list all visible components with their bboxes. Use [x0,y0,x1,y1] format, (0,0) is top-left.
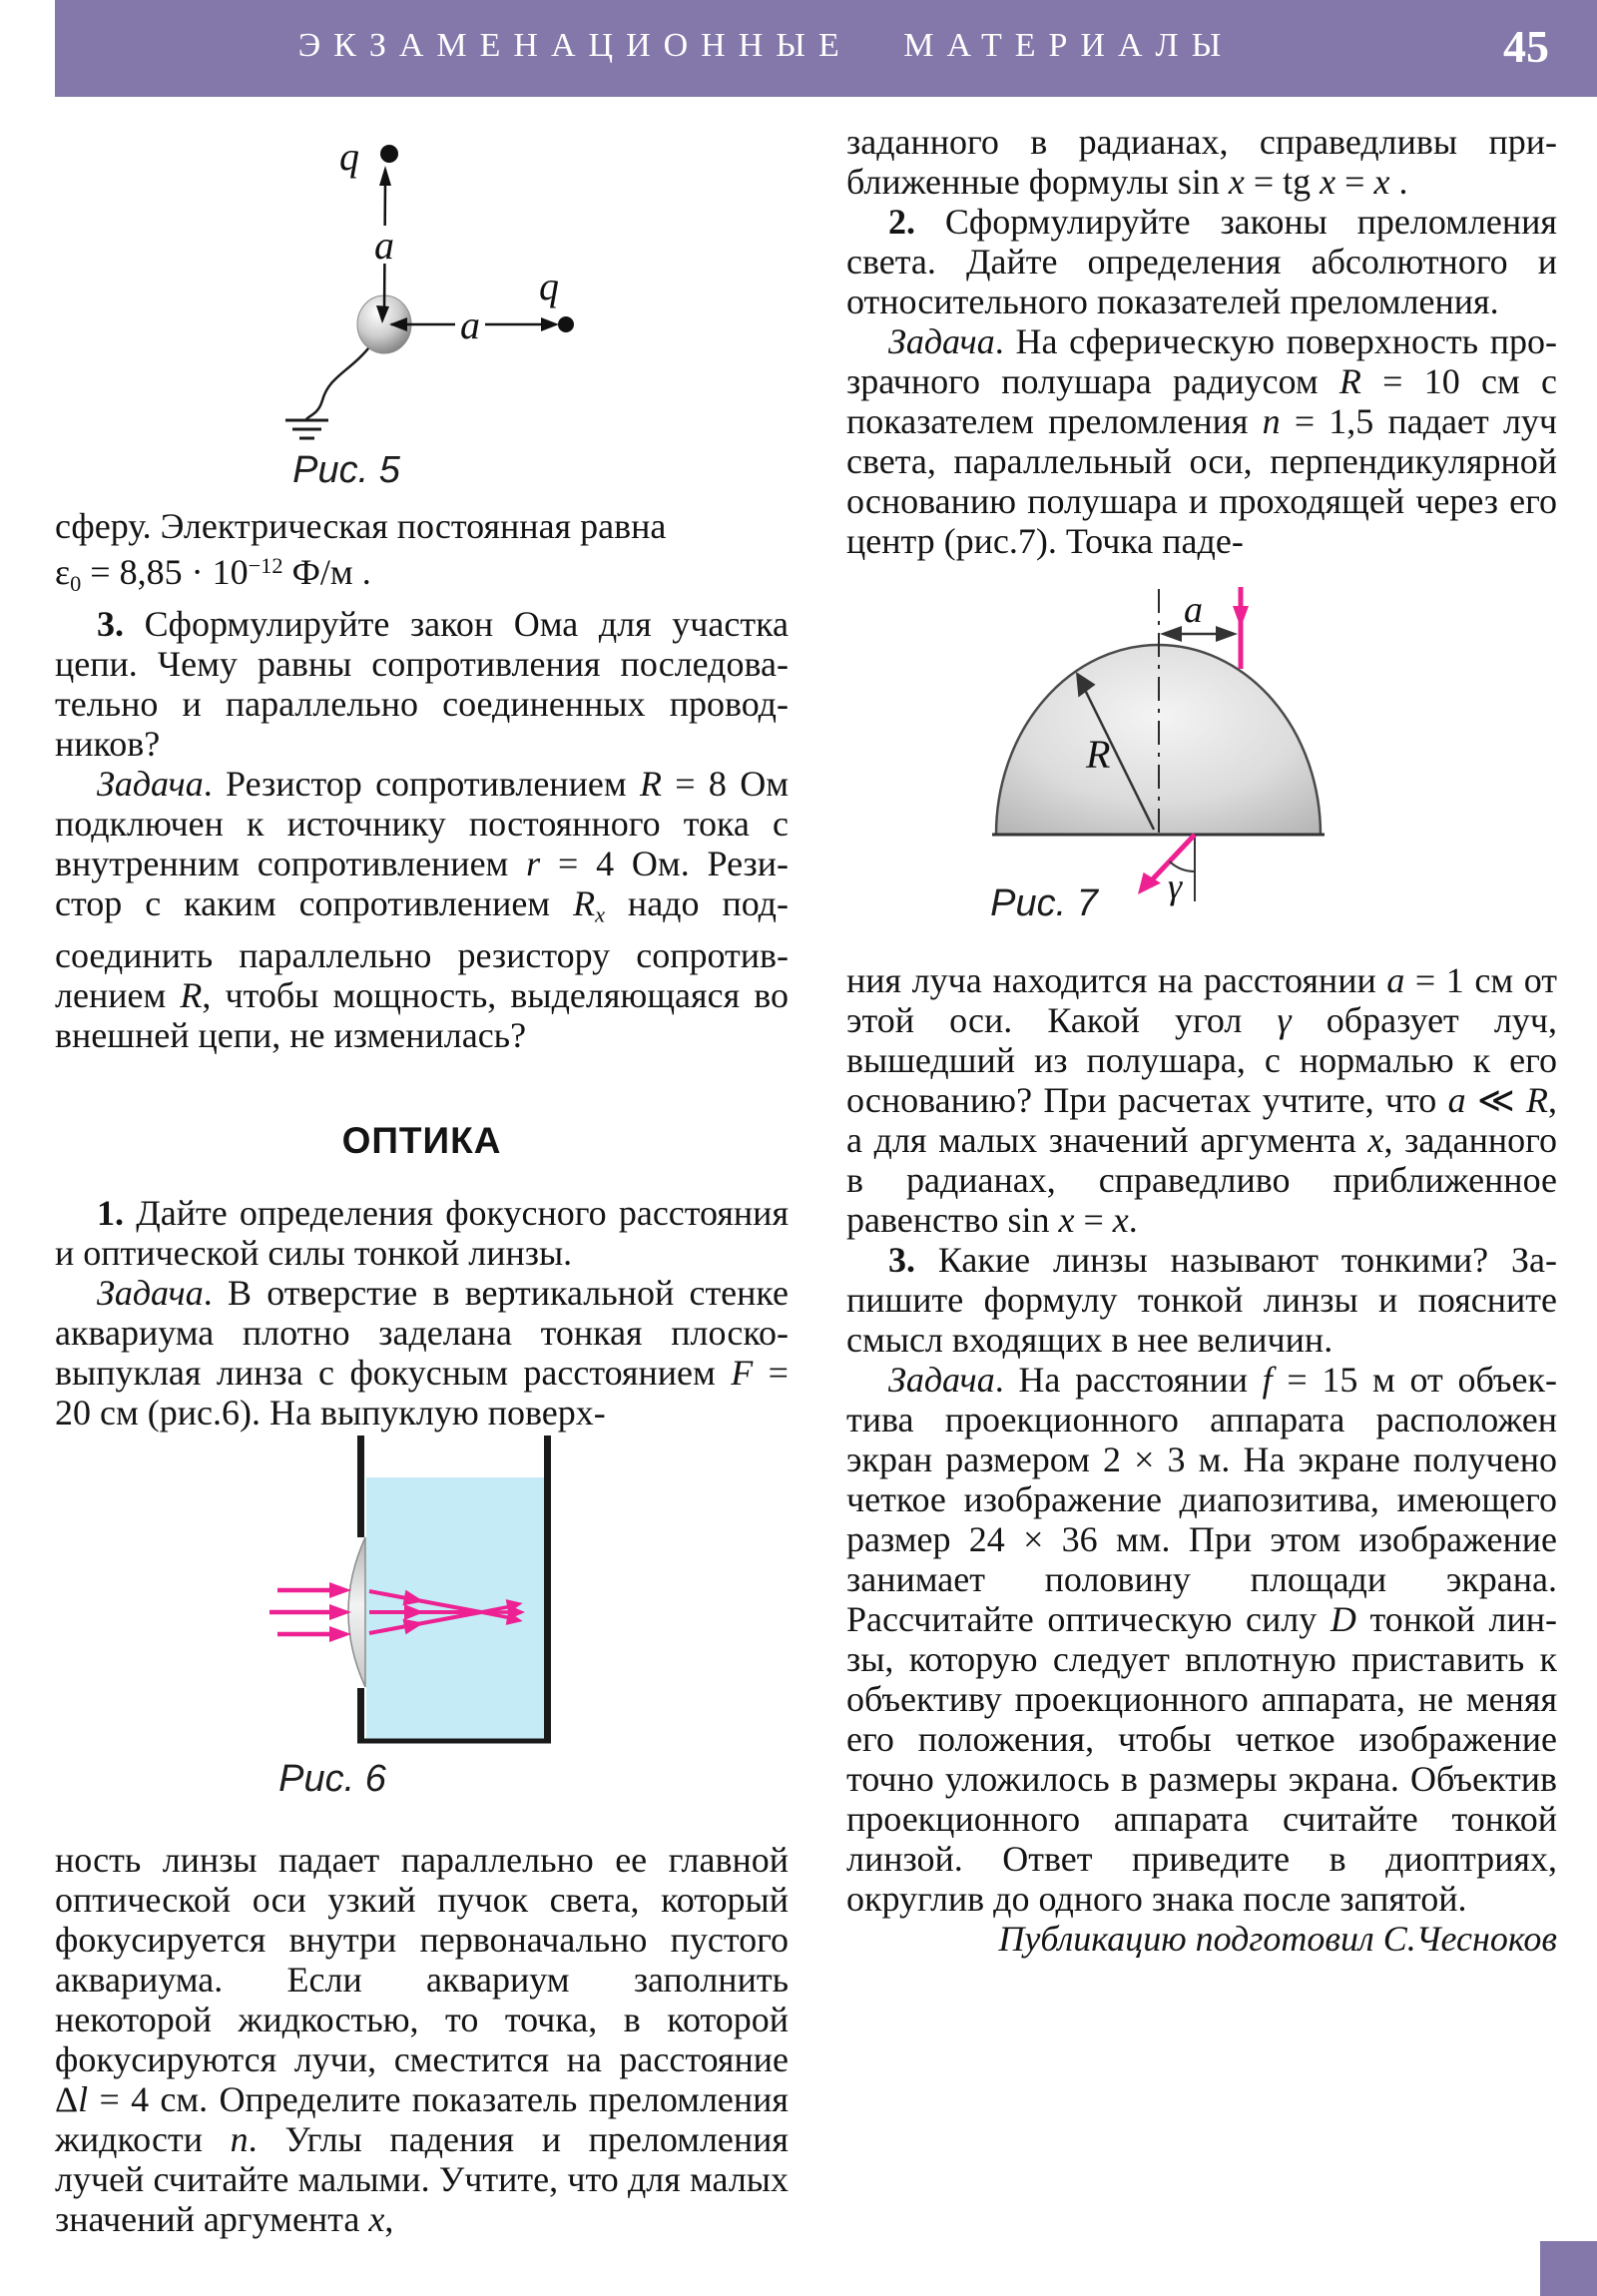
figure5-caption: Рис. 5 [292,449,400,491]
figure7-hemisphere-diagram [948,572,1367,926]
left-column-upper [55,506,789,1433]
paragraph: 3. Сформулируйте закон Ома для участка цепи. Чему равны сопротивления последовательно и параллельно соединенных проводников? [55,603,789,764]
distance-a-horizontal-label: a [460,302,480,347]
right-column-upper [846,122,1557,561]
angle-gamma-label: γ [1168,866,1183,906]
ground-wire [285,343,372,438]
distance-a-label: a [1184,589,1203,631]
left-column-lower [55,1840,789,2239]
left-paragraphs-c [55,1840,789,2239]
charge-q-right-label: q [539,264,559,308]
point-charge-top [339,134,398,179]
incident-ray [1233,587,1249,669]
paragraph: Задача. В отверстие в вертикальной стенке аквариума плотно заделана тонкая плосковыпуклая линза с фокусным расстоянием F = 20 см (рис.6). На выпуклую поверх- [55,1272,789,1433]
header-bar [55,0,1597,97]
paragraph: Задача. Резистор сопротивлением R = 8 Ом подключен к источнику постоянного тока с внутренним сопротивлением r = 4 Ом. Резистор с каким сопротивлением Rx надо подсоединить параллельно резистору сопротивлением R, чтобы мощность, выделяющаяся во внешней цепи, не изменилась? [55,763,790,1055]
distance-a-arrow [1160,589,1238,642]
paragraph: 1. Дайте определения фокусного расстояния и оптической силы тонкой линзы. [55,1192,789,1273]
distance-a-vertical-label: a [374,223,394,268]
page-number: 45 [1503,21,1549,72]
paragraph: сферу. Электрическая постоянная равна [55,506,667,546]
paragraph: $\varepsilon 0 = 8,85 \cdot 10^{-12}$ Ф/м . [55,552,371,596]
charge-q-top-label: q [339,134,359,179]
left-paragraphs-a [55,506,789,1055]
paragraph: Задача. На расстоянии f = 15 м от объектива проекционного аппарата расположен экран размером 2 × 3 м. На экране получено четкое изображение диапозитива, имеющего размер 24 × 36 мм. При этом изображение занимает половину площади экрана. Рассчитайте оптическую силу D тонкой линзы, которую следует вплотную приставить к объективу проекционного аппарата, не меняя его положения, чтобы четкое изображение точно уложилось в размеры экрана. Объектив проекционного аппарата считайте тонкой линзой. Ответ приведите в диоптриях, округлив до одного знака после запятой. [846,1360,1557,1919]
paragraph: заданного в радианах, справедливы приближенные формулы sin x = tg x = x . [846,122,1557,202]
figure6-aquarium-lens-diagram [200,1426,599,1755]
angle-gamma [1168,861,1195,906]
paragraph: Задача. На сферическую поверхность прозрачного полушара радиусом R = 10 см с показателем преломления n = 1,5 падает луч света, параллельный оси, перпендикулярной основанию полушара и проходящей через его центр (рис.7). Точка паде- [846,321,1558,561]
right-column-lower [846,960,1557,1959]
paragraph: ния луча находится на расстоянии a = 1 см от этой оси. Какой угол γ образует луч, вышедший из полушара, с нормалью к его основанию? При расчетах учтите, что a ≪ R, а для малых значений аргумента x, заданного в радианах, справедливо приближенное равенство sin x = x. [846,960,1558,1240]
horizontal-distance-arrow [389,302,559,347]
paragraph: 2. Сформулируйте законы преломления света. Дайте определения абсолютного и относительного показателей преломления. [846,202,1557,321]
right-paragraphs-b [846,960,1557,1959]
section-heading-optics: ОПТИКА [341,1119,502,1161]
paragraph: Публикацию подготовил С.Чесноков [998,1919,1557,1959]
figure6-caption: Рис. 6 [278,1758,386,1800]
right-paragraphs-a [846,122,1557,561]
header-title: ЭКЗАМЕНАЦИОННЫЕ МАТЕРИАЛЫ [297,27,1235,64]
page-corner-decoration [1540,2241,1597,2296]
radius-R-label: R [1086,732,1111,777]
paragraph: ность линзы падает параллельно ее главной оптической оси узкий пучок света, который фокусируется внутри первоначально пустого аквариума. Если аквариум заполнить некоторой жидкостью, то точка, в которой фокусируются лучи, сместится на расстояние Δl = 4 см. Определите показатель преломления жидкости n. Углы падения и преломления лучей считайте малыми. Учтите, что для малых значений аргумента x, [55,1840,789,2239]
left-paragraphs-b [55,1193,789,1433]
figure5-grounded-sphere-diagram [230,118,609,462]
paragraph: 3. Какие линзы называют тонкими? Запишите формулу тонкой линзы и поясните смысл входящих в нее величин. [846,1240,1557,1360]
figure7-caption: Рис. 7 [990,882,1098,924]
